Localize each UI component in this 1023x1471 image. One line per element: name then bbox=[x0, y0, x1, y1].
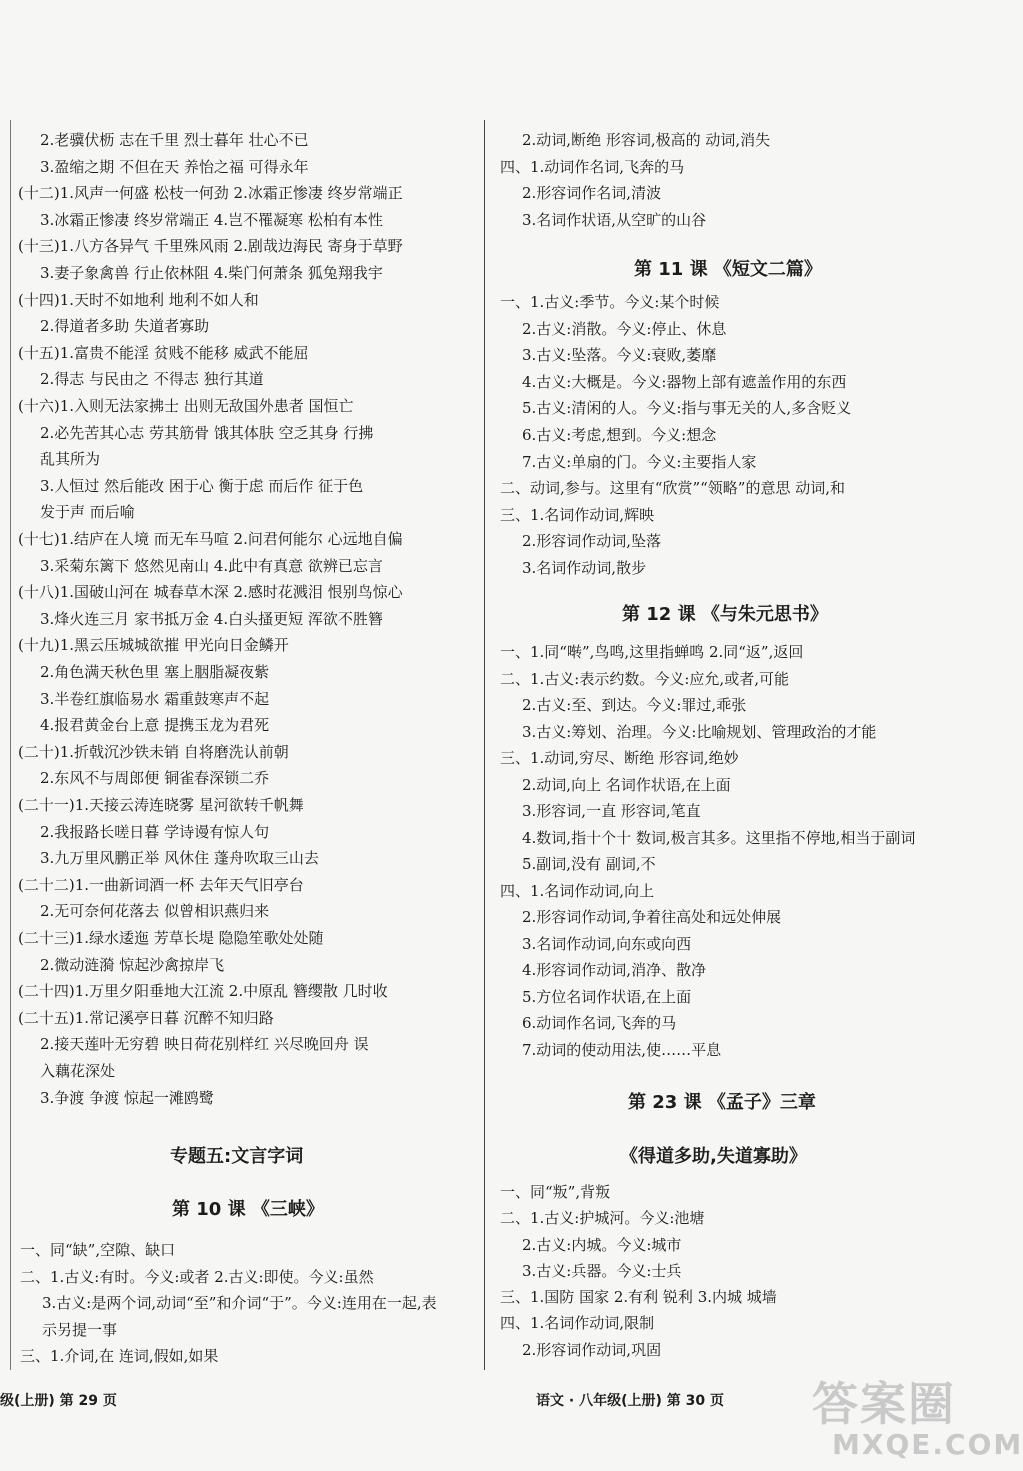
text-line: (十四)1.天时不如地利 地利不如人和 bbox=[18, 291, 259, 309]
text-line: 4.形容词作动词,消净、散净 bbox=[522, 961, 707, 979]
text-line: 2.形容词作动词,坠落 bbox=[522, 532, 662, 550]
text-line: 5.副词,没有 副词,不 bbox=[522, 855, 656, 873]
text-line: 四、1.动词作名词,飞奔的马 bbox=[500, 158, 685, 176]
text-line: 一、同“叛”,背叛 bbox=[500, 1183, 611, 1201]
text-line: 3.九万里风鹏正举 风休住 蓬舟吹取三山去 bbox=[40, 849, 319, 867]
right-page-footer: 语文 · 八年级(上册) 第 30 页 bbox=[536, 1393, 724, 1409]
text-line: 2.必先苦其心志 劳其筋骨 饿其体肤 空乏其身 行拂 bbox=[40, 424, 374, 442]
text-line: 7.古义:单扇的门。今义:主要指人家 bbox=[522, 453, 757, 471]
text-line: (十二)1.风声一何盛 松枝一何劲 2.冰霜正惨凄 终岁常端正 bbox=[18, 184, 403, 202]
text-line: 3.名词作动词,向东或向西 bbox=[522, 935, 692, 953]
text-line: 入藕花深处 bbox=[40, 1062, 116, 1080]
text-line: 2.形容词作动词,巩固 bbox=[522, 1341, 662, 1359]
text-line: 乱其所为 bbox=[40, 450, 101, 468]
text-line: 三、1.国防 国家 2.有利 锐利 3.内城 城墙 bbox=[500, 1288, 777, 1306]
text-line: 3.烽火连三月 家书抵万金 4.白头搔更短 浑欲不胜簪 bbox=[40, 610, 383, 628]
text-line: (二十)1.折戟沉沙铁未销 自将磨洗认前朝 bbox=[18, 743, 289, 761]
text-line: 2.得道者多助 失道者寡助 bbox=[40, 317, 210, 335]
text-line: 一、1.古义:季节。今义:某个时候 bbox=[500, 293, 720, 311]
text-line: 3.盈缩之期 不但在天 养怡之福 可得永年 bbox=[40, 158, 309, 176]
text-line: (二十五)1.常记溪亭日暮 沉醉不知归路 bbox=[18, 1009, 274, 1027]
text-line: 3.形容词,一直 形容词,笔直 bbox=[522, 802, 701, 820]
text-line: 2.老骥伏枥 志在千里 烈士暮年 壮心不已 bbox=[40, 131, 309, 149]
watermark-url: MXQE.COM bbox=[832, 1428, 1023, 1461]
text-line: 2.动词,断绝 形容词,极高的 动词,消失 bbox=[522, 131, 771, 149]
section-title: 专题五:文言字词 bbox=[170, 1146, 304, 1167]
text-line: 2.古义:消散。今义:停止、休息 bbox=[522, 320, 727, 338]
text-line: 2.接天莲叶无穷碧 映日荷花别样红 兴尽晚回舟 误 bbox=[40, 1035, 369, 1053]
text-line: 3.古义:是两个词,动词“至”和介词“于”。今义:连用在一起,表 bbox=[42, 1294, 437, 1312]
left-page-footer: 级(上册) 第 29 页 bbox=[0, 1393, 117, 1409]
text-line: (二十一)1.天接云涛连晓雾 星河欲转千帆舞 bbox=[18, 796, 304, 814]
lesson-subtitle: 《得道多助,失道寡助》 bbox=[620, 1146, 807, 1167]
text-line: (十六)1.入则无法家拂士 出则无敌国外患者 国恒亡 bbox=[18, 397, 354, 415]
text-line: 3.古义:筹划、治理。今义:比喻规划、管理政治的才能 bbox=[522, 723, 877, 741]
text-line: 6.动词作名词,飞奔的马 bbox=[522, 1014, 677, 1032]
text-line: 三、1.介词,在 连词,假如,如果 bbox=[20, 1347, 219, 1365]
lesson-title: 第 23 课 《孟子》三章 bbox=[628, 1092, 816, 1113]
text-line: 三、1.名词作动词,辉映 bbox=[500, 506, 655, 524]
text-line: (二十四)1.万里夕阳垂地大江流 2.中原乱 簪缨散 几时收 bbox=[18, 982, 388, 1000]
text-line: 3.古义:坠落。今义:衰败,萎靡 bbox=[522, 346, 717, 364]
text-line: (十五)1.富贵不能淫 贫贱不能移 威武不能屈 bbox=[18, 344, 309, 362]
text-line: 一、1.同“啭”,鸟鸣,这里指蝉鸣 2.同“返”,返回 bbox=[500, 643, 804, 661]
text-line: (二十二)1.一曲新词酒一杯 去年天气旧亭台 bbox=[18, 876, 304, 894]
lesson-title: 第 11 课 《短文二篇》 bbox=[634, 259, 822, 280]
text-line: 2.古义:内城。今义:城市 bbox=[522, 1236, 682, 1254]
text-line: 2.无可奈何花落去 似曾相识燕归来 bbox=[40, 902, 270, 920]
watermark-logo bbox=[792, 1368, 1023, 1466]
text-line: 4.古义:大概是。今义:器物上部有遮盖作用的东西 bbox=[522, 373, 847, 391]
text-line: 3.人恒过 然后能改 困于心 衡于虑 而后作 征于色 bbox=[40, 477, 364, 495]
text-line: 3.名词作状语,从空旷的山谷 bbox=[522, 211, 707, 229]
watermark-text: 答案圈 bbox=[812, 1377, 956, 1431]
text-line: (十八)1.国破山河在 城春草木深 2.感时花溅泪 恨别鸟惊心 bbox=[18, 583, 403, 601]
right-column bbox=[486, 0, 1000, 1471]
text-line: 发于声 而后喻 bbox=[40, 503, 135, 521]
text-line: 2.微动涟漪 惊起沙禽掠岸飞 bbox=[40, 956, 225, 974]
text-line: 二、1.古义:有时。今义:或者 2.古义:即使。今义:虽然 bbox=[20, 1268, 374, 1286]
text-line: 示另提一事 bbox=[42, 1321, 118, 1339]
text-line: 2.形容词作动词,争着往高处和远处伸展 bbox=[522, 908, 782, 926]
text-line: 4.报君黄金台上意 提携玉龙为君死 bbox=[40, 716, 270, 734]
text-line: (十九)1.黑云压城城欲摧 甲光向日金鳞开 bbox=[18, 636, 289, 654]
lesson-title: 第 10 课 《三峡》 bbox=[172, 1199, 324, 1220]
text-line: 二、1.古义:护城河。今义:池塘 bbox=[500, 1209, 705, 1227]
text-line: 二、动词,参与。这里有“欣赏”“领略”的意思 动词,和 bbox=[500, 479, 845, 497]
text-line: 3.采菊东篱下 悠然见南山 4.此中有真意 欲辨已忘言 bbox=[40, 557, 383, 575]
text-line: 3.冰霜正惨凄 终岁常端正 4.岂不罹凝寒 松柏有本性 bbox=[40, 211, 383, 229]
text-line: 三、1.动词,穷尽、断绝 形容词,绝妙 bbox=[500, 749, 739, 767]
text-line: 4.数词,指十个十 数词,极言其多。这里指不停地,相当于副词 bbox=[522, 829, 916, 847]
text-line: 2.古义:至、到达。今义:罪过,乖张 bbox=[522, 696, 747, 714]
text-line: 3.名词作动词,散步 bbox=[522, 559, 647, 577]
text-line: 7.动词的使动用法,使……平息 bbox=[522, 1041, 722, 1059]
text-line: (十三)1.八方各异气 千里殊风雨 2.剧哉边海民 寄身于草野 bbox=[18, 237, 403, 255]
text-line: 四、1.名词作动词,向上 bbox=[500, 882, 655, 900]
text-line: 二、1.古义:表示约数。今义:应允,或者,可能 bbox=[500, 670, 789, 688]
text-line: 2.形容词作名词,清波 bbox=[522, 184, 662, 202]
text-line: 3.古义:兵器。今义:士兵 bbox=[522, 1262, 682, 1280]
text-line: (十七)1.结庐在人境 而无车马喧 2.问君何能尔 心远地自偏 bbox=[18, 530, 403, 548]
text-line: 6.古义:考虑,想到。今义:想念 bbox=[522, 426, 717, 444]
lesson-title: 第 12 课 《与朱元思书》 bbox=[622, 604, 828, 625]
text-line: 3.争渡 争渡 惊起一滩鸥鹭 bbox=[40, 1089, 214, 1107]
text-line: 2.我报路长嗟日暮 学诗谩有惊人句 bbox=[40, 823, 270, 841]
text-line: 2.得志 与民由之 不得志 独行其道 bbox=[40, 370, 264, 388]
text-line: 一、同“缺”,空隙、缺口 bbox=[20, 1241, 176, 1259]
text-line: 2.角色满天秋色里 塞上胭脂凝夜紫 bbox=[40, 663, 270, 681]
text-line: (二十三)1.绿水逶迤 芳草长堤 隐隐笙歌处处随 bbox=[18, 929, 324, 947]
text-line: 5.方位名词作状语,在上面 bbox=[522, 988, 692, 1006]
text-line: 3.半卷红旗临易水 霜重鼓寒声不起 bbox=[40, 690, 270, 708]
text-line: 3.妻子象禽兽 行止依林阻 4.柴门何萧条 狐兔翔我宇 bbox=[40, 264, 383, 282]
text-line: 2.东风不与周郎便 铜雀春深锁二乔 bbox=[40, 769, 270, 787]
text-line: 5.古义:清闲的人。今义:指与事无关的人,多含贬义 bbox=[522, 399, 852, 417]
text-line: 2.动词,向上 名词作状语,在上面 bbox=[522, 776, 731, 794]
left-column bbox=[0, 0, 486, 1471]
text-line: 四、1.名词作动词,限制 bbox=[500, 1314, 655, 1332]
